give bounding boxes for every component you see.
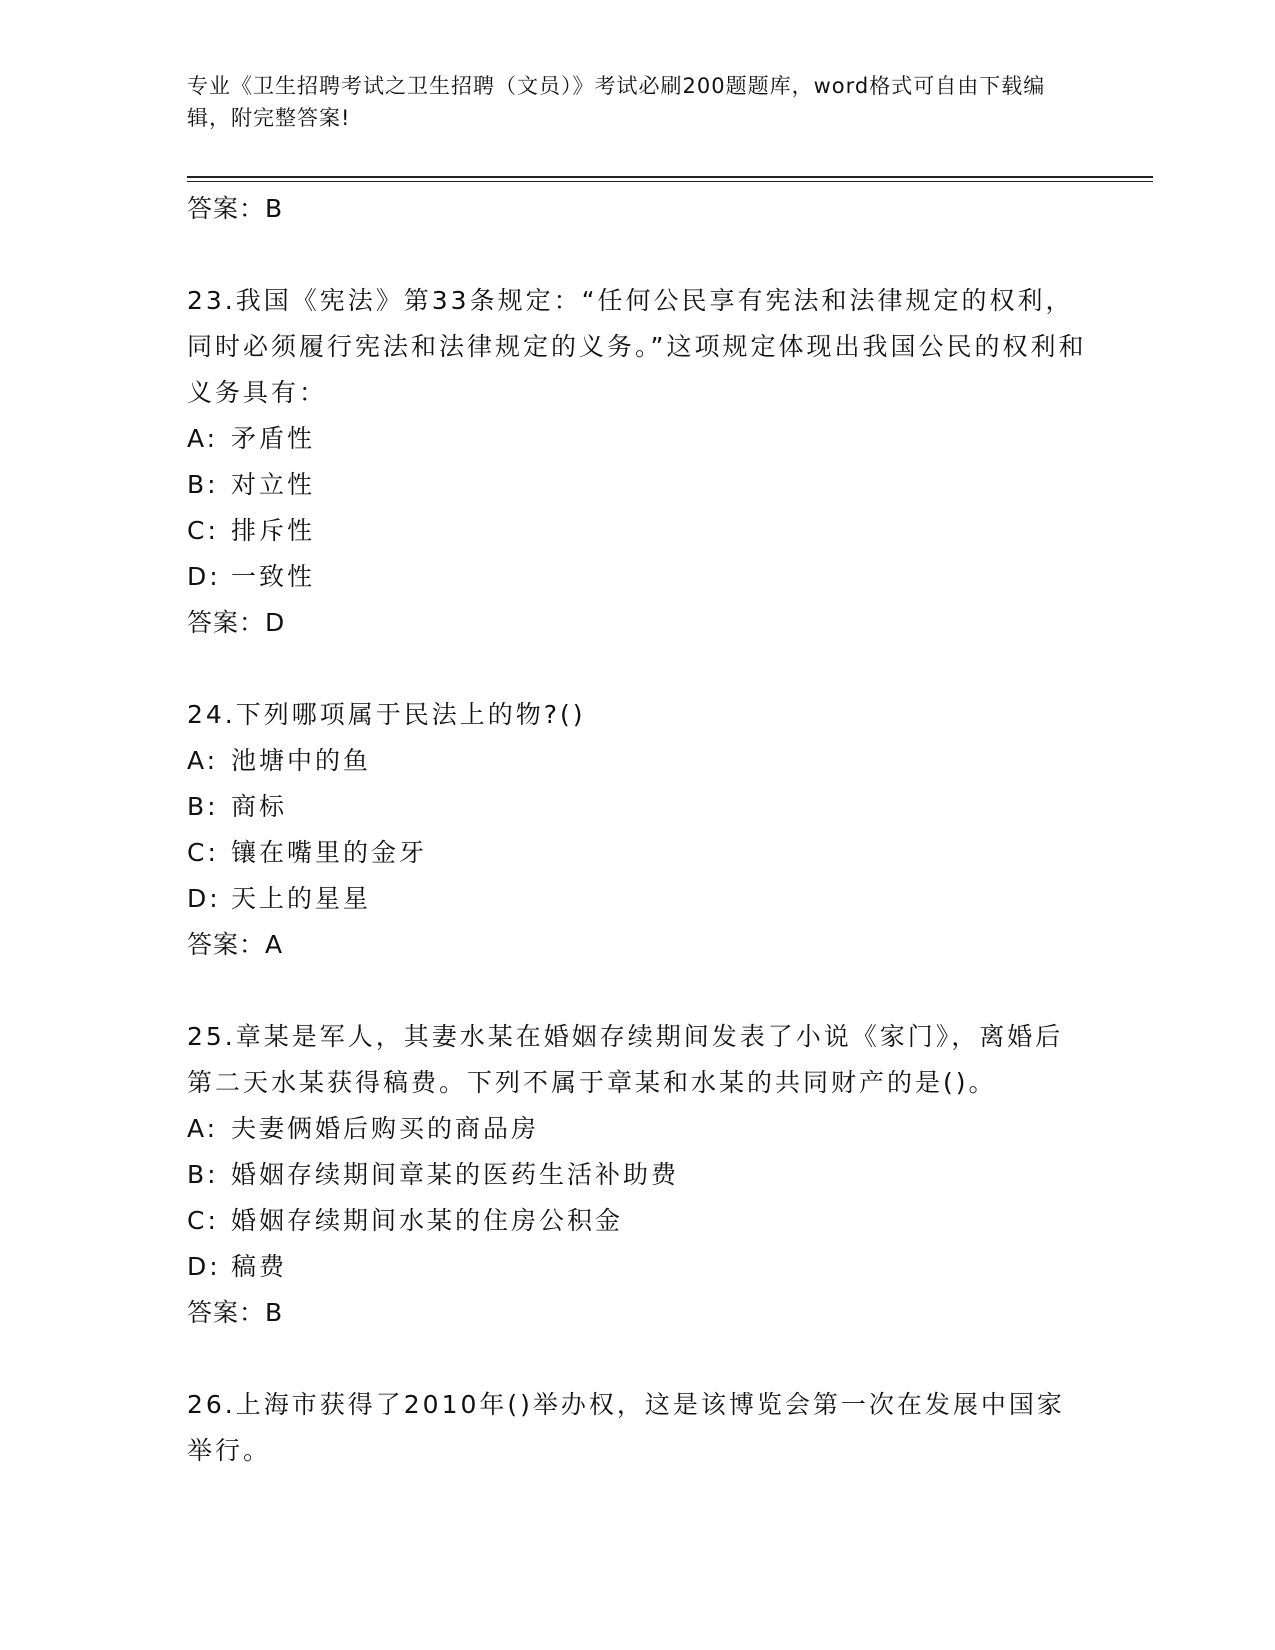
option-letter: D: <box>187 1252 221 1281</box>
option-letter: C: <box>187 1206 219 1235</box>
option-letter: D: <box>187 562 221 591</box>
option-b <box>187 1152 1087 1198</box>
option-text: 夫妻俩婚后购买的商品房 <box>231 1114 540 1143</box>
option-text: 婚姻存续期间章某的医药生活补助费 <box>231 1160 680 1189</box>
option-letter: B: <box>187 792 219 821</box>
option-a <box>187 416 1087 462</box>
document-header: 专业《卫生招聘考试之卫生招聘（文员）》考试必刷200题题库，word格式可自由下载编辑，附完整答案! <box>187 74 1046 130</box>
option-text: 镶在嘴里的金牙 <box>231 838 428 867</box>
option-letter: D: <box>187 884 221 913</box>
option-d <box>187 554 1087 600</box>
option-letter: B: <box>187 470 219 499</box>
option-text: 对立性 <box>231 470 316 499</box>
answer-line: 答案：B <box>187 194 284 223</box>
option-c <box>187 830 1087 876</box>
option-a <box>187 1106 1087 1152</box>
option-text: 池塘中的鱼 <box>231 746 372 775</box>
question-text: 26.上海市获得了2010年()举办权，这是该博览会第一次在发展中国家举行。 <box>187 1390 1065 1465</box>
option-b <box>187 462 1087 508</box>
option-a <box>187 738 1087 784</box>
option-text: 商标 <box>231 792 288 821</box>
question-list <box>187 186 1087 1474</box>
option-letter: A: <box>187 424 219 453</box>
question-block <box>187 1382 1087 1474</box>
option-letter: C: <box>187 516 219 545</box>
option-b <box>187 784 1087 830</box>
header-divider-thick <box>187 176 1153 178</box>
question-text: 25.章某是军人，其妻水某在婚姻存续期间发表了小说《家门》，离婚后第二天水某获得稿费。下列不属于章某和水某的共同财产的是()。 <box>187 1022 1064 1097</box>
option-c <box>187 1198 1087 1244</box>
answer-line: 答案：B <box>187 1298 284 1327</box>
option-letter: B: <box>187 1160 219 1189</box>
option-d <box>187 876 1087 922</box>
question-block <box>187 1014 1087 1336</box>
answer-line: 答案：A <box>187 930 284 959</box>
option-text: 婚姻存续期间水某的住房公积金 <box>231 1206 624 1235</box>
option-letter: C: <box>187 838 219 867</box>
option-text: 天上的星星 <box>231 884 372 913</box>
option-text: 矛盾性 <box>231 424 316 453</box>
question-text: 24.下列哪项属于民法上的物?() <box>187 700 586 729</box>
question-text: 23.我国《宪法》第33条规定：“任何公民享有宪法和法律规定的权利，同时必须履行宪法和法律规定的义务。”这项规定体现出我国公民的权利和义务具有： <box>187 286 1087 407</box>
question-block <box>187 278 1087 646</box>
option-letter: A: <box>187 1114 219 1143</box>
option-text: 排斥性 <box>231 516 316 545</box>
option-c <box>187 508 1087 554</box>
header-divider-thin <box>187 181 1153 182</box>
option-d <box>187 1244 1087 1290</box>
option-letter: A: <box>187 746 219 775</box>
option-text: 一致性 <box>231 562 316 591</box>
answer-line: 答案：D <box>187 608 286 637</box>
option-text: 稿费 <box>231 1252 288 1281</box>
question-block <box>187 692 1087 968</box>
